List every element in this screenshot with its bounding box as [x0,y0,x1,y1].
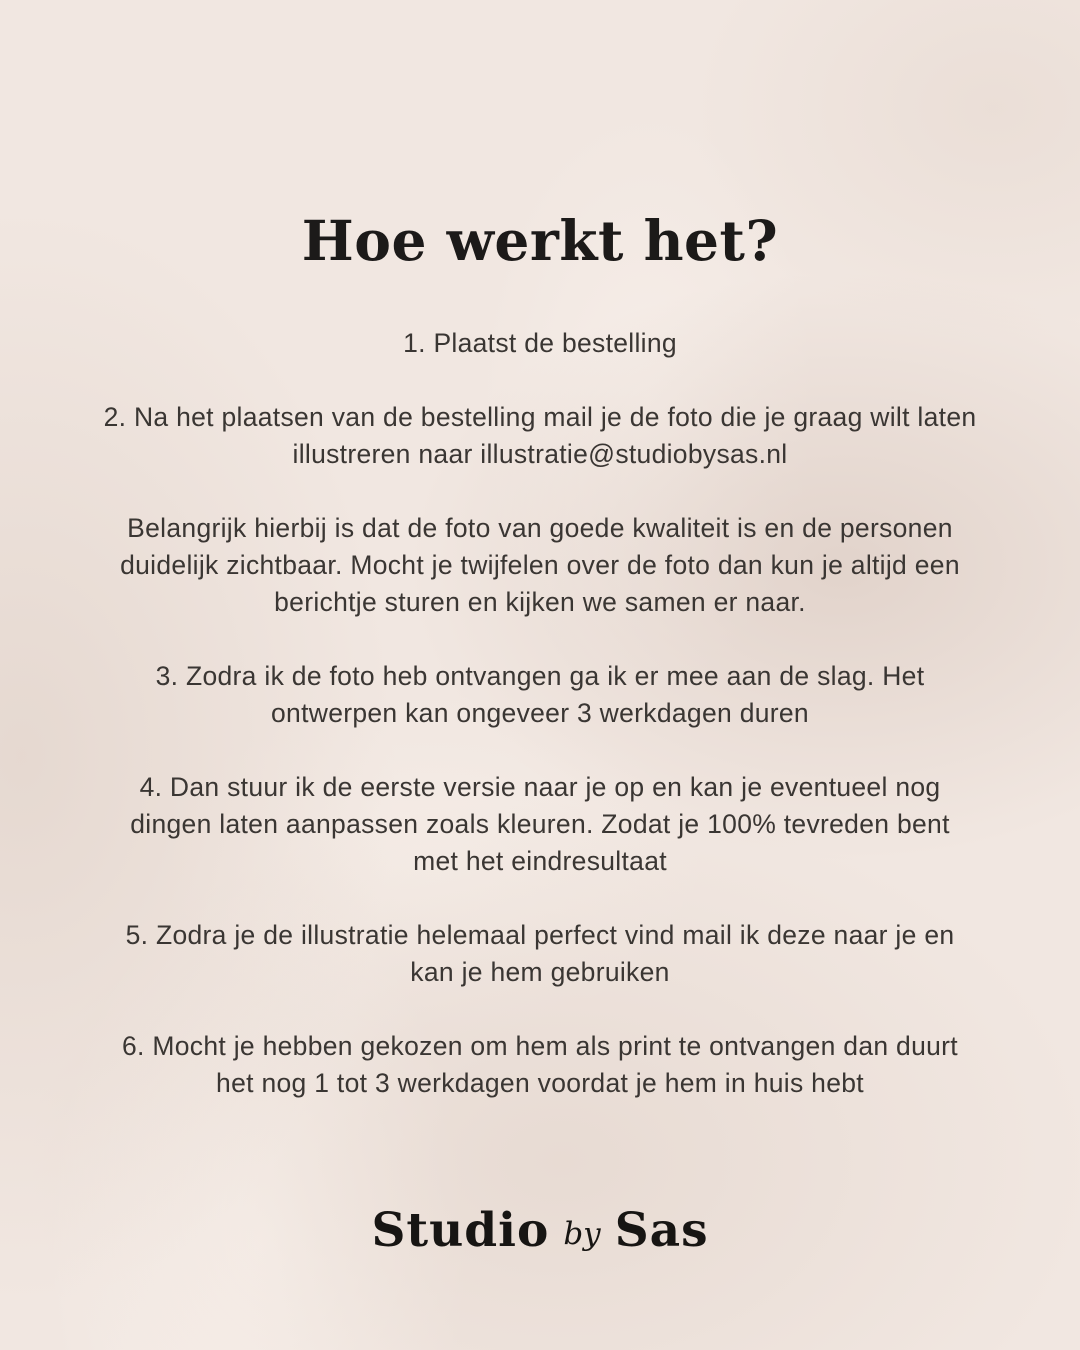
step-1: 1. Plaatst de bestelling [403,328,677,358]
logo-word-studio: Studio [371,1203,550,1258]
logo-word-by: by [563,1216,601,1252]
step-5: 5. Zodra je de illustratie helemaal perfect vind mail ik deze naar je en kan je hem gebruiken [125,920,955,987]
step-2: 2. Na het plaatsen van de bestelling mail je de foto die je graag wilt laten illustreren naar illustratie@studiobysas.nl [103,402,977,469]
page-title: Hoe werkt het? [301,208,779,273]
step-3: 3. Zodra ik de foto heb ontvangen ga ik er mee aan de slag. Het ontwerpen kan ongeveer 3 werkdagen duren [155,661,925,728]
studio-by-sas-logo [371,1203,708,1258]
note-photo-quality: Belangrijk hierbij is dat de foto van goede kwaliteit is en de personen duidelijk zichtbaar. Mocht je twijfelen over de foto dan kun je altijd een berichtje sturen en kijken we samen er naar. [120,513,960,617]
step-4: 4. Dan stuur ik de eerste versie naar je op en kan je eventueel nog dingen laten aanpassen zoals kleuren. Zodat je 100% tevreden bent met het eindresultaat [130,772,950,876]
logo-word-sas: Sas [614,1203,709,1258]
step-6: 6. Mocht je hebben gekozen om hem als print te ontvangen dan duurt het nog 1 tot 3 werkdagen voordat je hem in huis hebt [122,1031,958,1098]
